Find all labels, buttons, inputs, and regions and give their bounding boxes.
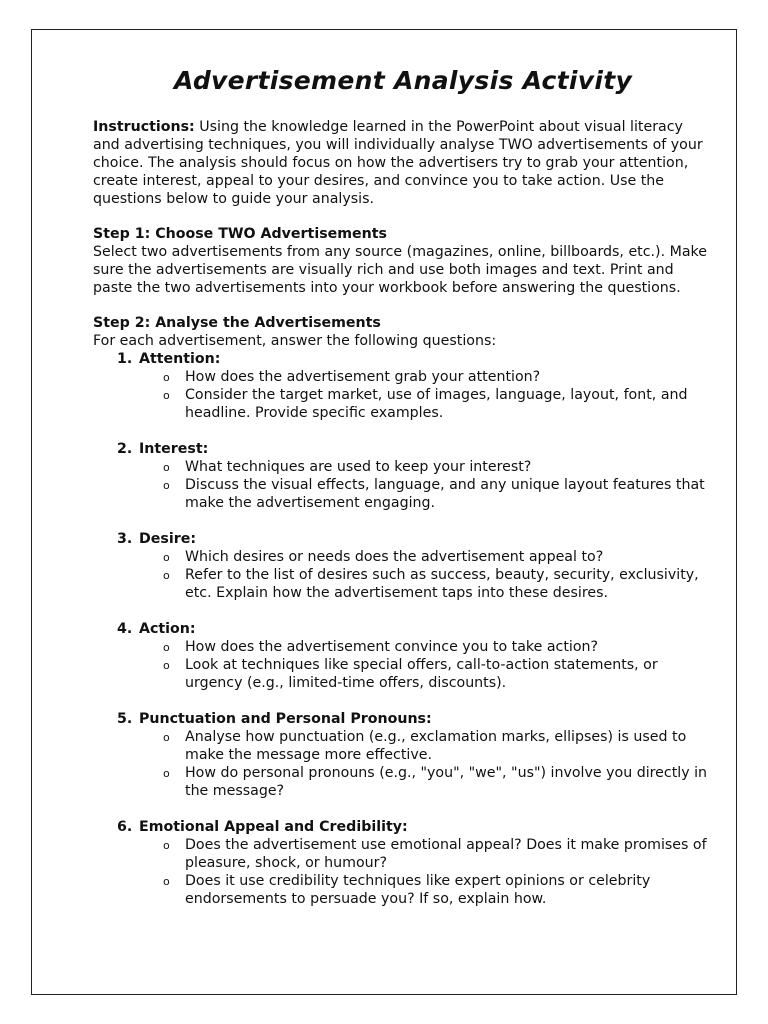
instructions-paragraph (93, 118, 713, 208)
question-number: 3. (117, 531, 133, 547)
question-number: 4. (117, 621, 133, 637)
question-item (93, 818, 713, 908)
hollow-bullet-icon: o (163, 839, 170, 852)
hollow-bullet-icon: o (163, 731, 170, 744)
question-point-text: Discuss the visual effects, language, and any unique layout features that make the advertisement engaging. (185, 477, 705, 511)
hollow-bullet-icon: o (163, 461, 170, 474)
question-point-text: How does the advertisement convince you to take action? (185, 639, 599, 655)
question-point-text: Consider the target market, use of images, language, layout, font, and headline. Provide specific examples. (185, 387, 688, 421)
question-point-text: How does the advertisement grab your attention? (185, 369, 541, 385)
question-heading (93, 620, 713, 638)
instructions-label: Instructions: (93, 119, 195, 135)
hollow-bullet-icon: o (163, 479, 170, 492)
hollow-bullet-icon: o (163, 659, 170, 672)
question-number: 5. (117, 711, 133, 727)
question-spacer (93, 692, 713, 710)
step-1-text: Select two advertisements from any source (magazines, online, billboards, etc.). Make sure the advertisements are visually rich and use both images and text. Print and paste the two advertisements into your workbook before answering the questions. (93, 244, 707, 296)
question-points (93, 368, 713, 422)
questions-list (93, 350, 713, 908)
hollow-bullet-icon: o (163, 641, 170, 654)
question-spacer (93, 602, 713, 620)
question-spacer (93, 512, 713, 530)
question-point-text: Does it use credibility techniques like expert opinions or celebrity endorsements to persuade you? If so, explain how. (185, 873, 651, 907)
question-point (93, 476, 713, 512)
question-title: Interest: (139, 441, 209, 457)
question-item (93, 350, 713, 440)
question-heading (93, 530, 713, 548)
hollow-bullet-icon: o (163, 767, 170, 780)
question-item (93, 620, 713, 710)
question-points (93, 836, 713, 908)
question-point (93, 764, 713, 800)
instructions-text: Using the knowledge learned in the PowerPoint about visual literacy and advertising techniques, you will individually analyse TWO advertisements of your choice. The analysis should focus on how the advertisers try to grab your attention, create interest, appeal to your desires, and convince you to take action. Use the questions below to guide your analysis. (93, 119, 703, 207)
document-body (93, 60, 713, 908)
question-item (93, 530, 713, 620)
question-heading (93, 440, 713, 458)
step-1-heading: Step 1: Choose TWO Advertisements (93, 226, 387, 242)
question-point (93, 656, 713, 692)
question-item (93, 440, 713, 530)
question-point-text: Which desires or needs does the advertisement appeal to? (185, 549, 604, 565)
question-points (93, 728, 713, 800)
step-2-heading: Step 2: Analyse the Advertisements (93, 315, 381, 331)
question-point-text: What techniques are used to keep your interest? (185, 459, 532, 475)
question-spacer (93, 422, 713, 440)
question-title: Action: (139, 621, 196, 637)
question-title: Punctuation and Personal Pronouns: (139, 711, 432, 727)
step-1-section (93, 225, 713, 297)
step-2-section (93, 314, 713, 908)
question-point (93, 368, 713, 386)
question-point (93, 458, 713, 476)
question-number: 2. (117, 441, 133, 457)
question-point-text: Look at techniques like special offers, call-to-action statements, or urgency (e.g., limited-time offers, discounts). (185, 657, 658, 691)
hollow-bullet-icon: o (163, 551, 170, 564)
hollow-bullet-icon: o (163, 569, 170, 582)
question-title: Emotional Appeal and Credibility: (139, 819, 408, 835)
hollow-bullet-icon: o (163, 371, 170, 384)
document-title: Advertisement Analysis Activity (173, 66, 633, 95)
question-heading (93, 818, 713, 836)
question-title: Desire: (139, 531, 196, 547)
question-point (93, 836, 713, 872)
question-point (93, 638, 713, 656)
question-points (93, 548, 713, 602)
question-point-text: Refer to the list of desires such as success, beauty, security, exclusivity, etc. Explain how the advertisement taps into these desires. (185, 567, 699, 601)
question-points (93, 458, 713, 512)
question-number: 6. (117, 819, 133, 835)
question-point (93, 386, 713, 422)
question-number: 1. (117, 351, 133, 367)
question-point-text: How do personal pronouns (e.g., "you", "we", "us") involve you directly in the message? (185, 765, 708, 799)
question-point (93, 728, 713, 764)
question-points (93, 638, 713, 692)
question-point (93, 548, 713, 566)
question-heading (93, 710, 713, 728)
question-point (93, 872, 713, 908)
question-point (93, 566, 713, 602)
question-point-text: Analyse how punctuation (e.g., exclamation marks, ellipses) is used to make the message more effective. (185, 729, 687, 763)
question-item (93, 710, 713, 818)
hollow-bullet-icon: o (163, 875, 170, 888)
hollow-bullet-icon: o (163, 389, 170, 402)
question-spacer (93, 800, 713, 818)
question-heading (93, 350, 713, 368)
question-point-text: Does the advertisement use emotional appeal? Does it make promises of pleasure, shock, or humour? (185, 837, 707, 871)
question-title: Attention: (139, 351, 221, 367)
step-2-intro: For each advertisement, answer the following questions: (93, 333, 497, 349)
